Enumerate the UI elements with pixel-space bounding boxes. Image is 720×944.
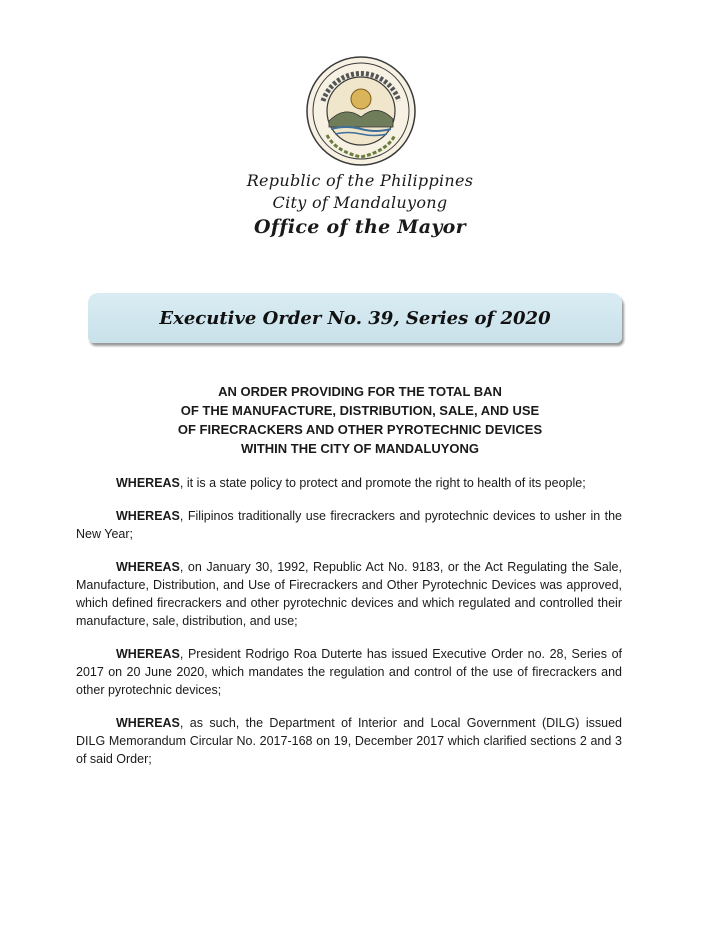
whereas-text: , President Rodrigo Roa Duterte has issued Executive Order no. 28, Series of 2017 on 20 June 2020, which mandates the regulation and control of the use of firecrackers and other pyrotechnic devices; <box>76 647 622 697</box>
whereas-text: , as such, the Department of Interior and Local Government (DILG) issued DILG Memorandum Circular No. 2017-168 on 19, December 2017 which clarified sections 2 and 3 of said Order; <box>76 716 622 766</box>
executive-order-banner <box>88 293 622 343</box>
order-heading-line: OF FIRECRACKERS AND OTHER PYROTECHNIC DEVICES <box>177 422 543 437</box>
letterhead <box>0 170 720 238</box>
order-heading-line: AN ORDER PROVIDING FOR THE TOTAL BAN <box>218 384 502 399</box>
letterhead-city: City of Mandaluyong <box>272 193 448 212</box>
whereas-text: , Filipinos traditionally use firecrackers and pyrotechnic devices to usher in the New Year; <box>76 509 622 541</box>
executive-order-title: Executive Order No. 39, Series of 2020 <box>159 307 551 329</box>
whereas-keyword: WHEREAS <box>116 716 180 730</box>
whereas-keyword: WHEREAS <box>116 509 180 523</box>
order-heading <box>0 382 720 458</box>
whereas-clause <box>76 474 622 492</box>
whereas-clause <box>76 558 622 630</box>
whereas-clause <box>76 645 622 699</box>
letterhead-republic: Republic of the Philippines <box>246 171 474 190</box>
whereas-keyword: WHEREAS <box>116 560 180 574</box>
whereas-keyword: WHEREAS <box>116 647 180 661</box>
whereas-clause <box>76 507 622 543</box>
order-heading-line: OF THE MANUFACTURE, DISTRIBUTION, SALE, AND USE <box>180 403 540 418</box>
whereas-text: , on January 30, 1992, Republic Act No. 9183, or the Act Regulating the Sale, Manufacture, Distribution, and Use of Firecrackers and Other Pyrotechnic Devices was approved, which defined firecrackers and other pyrotechnic devices and which regulated and controlled their manufacture, sale, distribution, and use; <box>76 560 622 628</box>
whereas-keyword: WHEREAS <box>116 476 180 490</box>
whereas-clause <box>76 714 622 768</box>
whereas-text: , it is a state policy to protect and promote the right to health of its people; <box>179 476 586 490</box>
letterhead-office: Office of the Mayor <box>254 216 466 238</box>
whereas-clauses <box>76 474 622 783</box>
order-heading-line: WITHIN THE CITY OF MANDALUYONG <box>240 441 480 456</box>
city-seal-icon <box>305 55 417 167</box>
